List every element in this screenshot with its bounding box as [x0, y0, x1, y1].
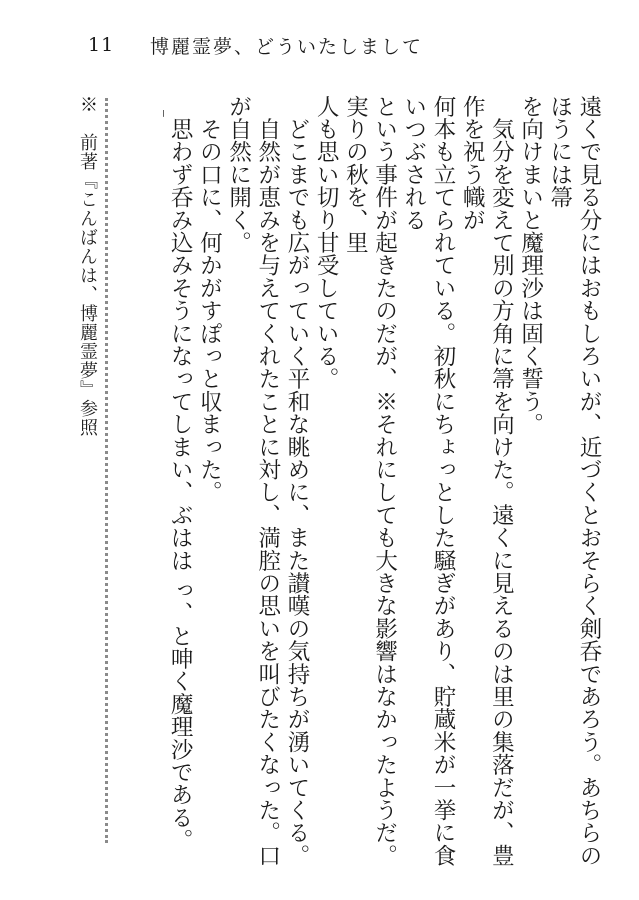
- text-line: 気分を変えて別の方角に箒を向けた。遠くに見えるのは里の集落だが、豊作を祝う幟が: [459, 95, 515, 867]
- footnote-separator: [105, 98, 108, 843]
- text-line: 思わず呑み込みそうになってしまい、ぶはは っ、と呻く魔理沙である。: [167, 95, 194, 852]
- page-number: 11: [88, 34, 115, 56]
- running-title: 博麗霊夢、どういたしまして: [150, 35, 424, 58]
- text-line: 何本も立てられている。初秋にちょっとした騒ぎがあり、貯蔵米が一挙に食いつぶされる: [400, 95, 456, 867]
- text-line: を向けまいと魔理沙は固く誓う。: [517, 95, 544, 436]
- text-line: 遠くで見る分にはおもしろいが、近づくとおそらく剣呑であろう。あちらのほうには箒: [546, 95, 602, 867]
- main-text: [163, 95, 603, 885]
- text-line: 自然が恵みを与えてくれたことに対し、満腔の思いを叫びたくなった。口が自然に開く。: [225, 95, 281, 867]
- footnote: ※ 前著『こんばんは、博麗霊夢』参照: [77, 95, 98, 437]
- page-header: [88, 30, 599, 60]
- text-line: その口に、何かがすぽっと収まった。: [196, 95, 223, 504]
- text-line: 人も思い切り甘受している。: [313, 95, 340, 391]
- text-line: という事件が起きたのだが、※それにしても大きな影響はなかったようだ。実りの秋を、里: [342, 95, 398, 867]
- text-line: どこまでも広がっていく平和な眺めに、また讃嘆の気持ちが湧いてくる。: [283, 95, 310, 867]
